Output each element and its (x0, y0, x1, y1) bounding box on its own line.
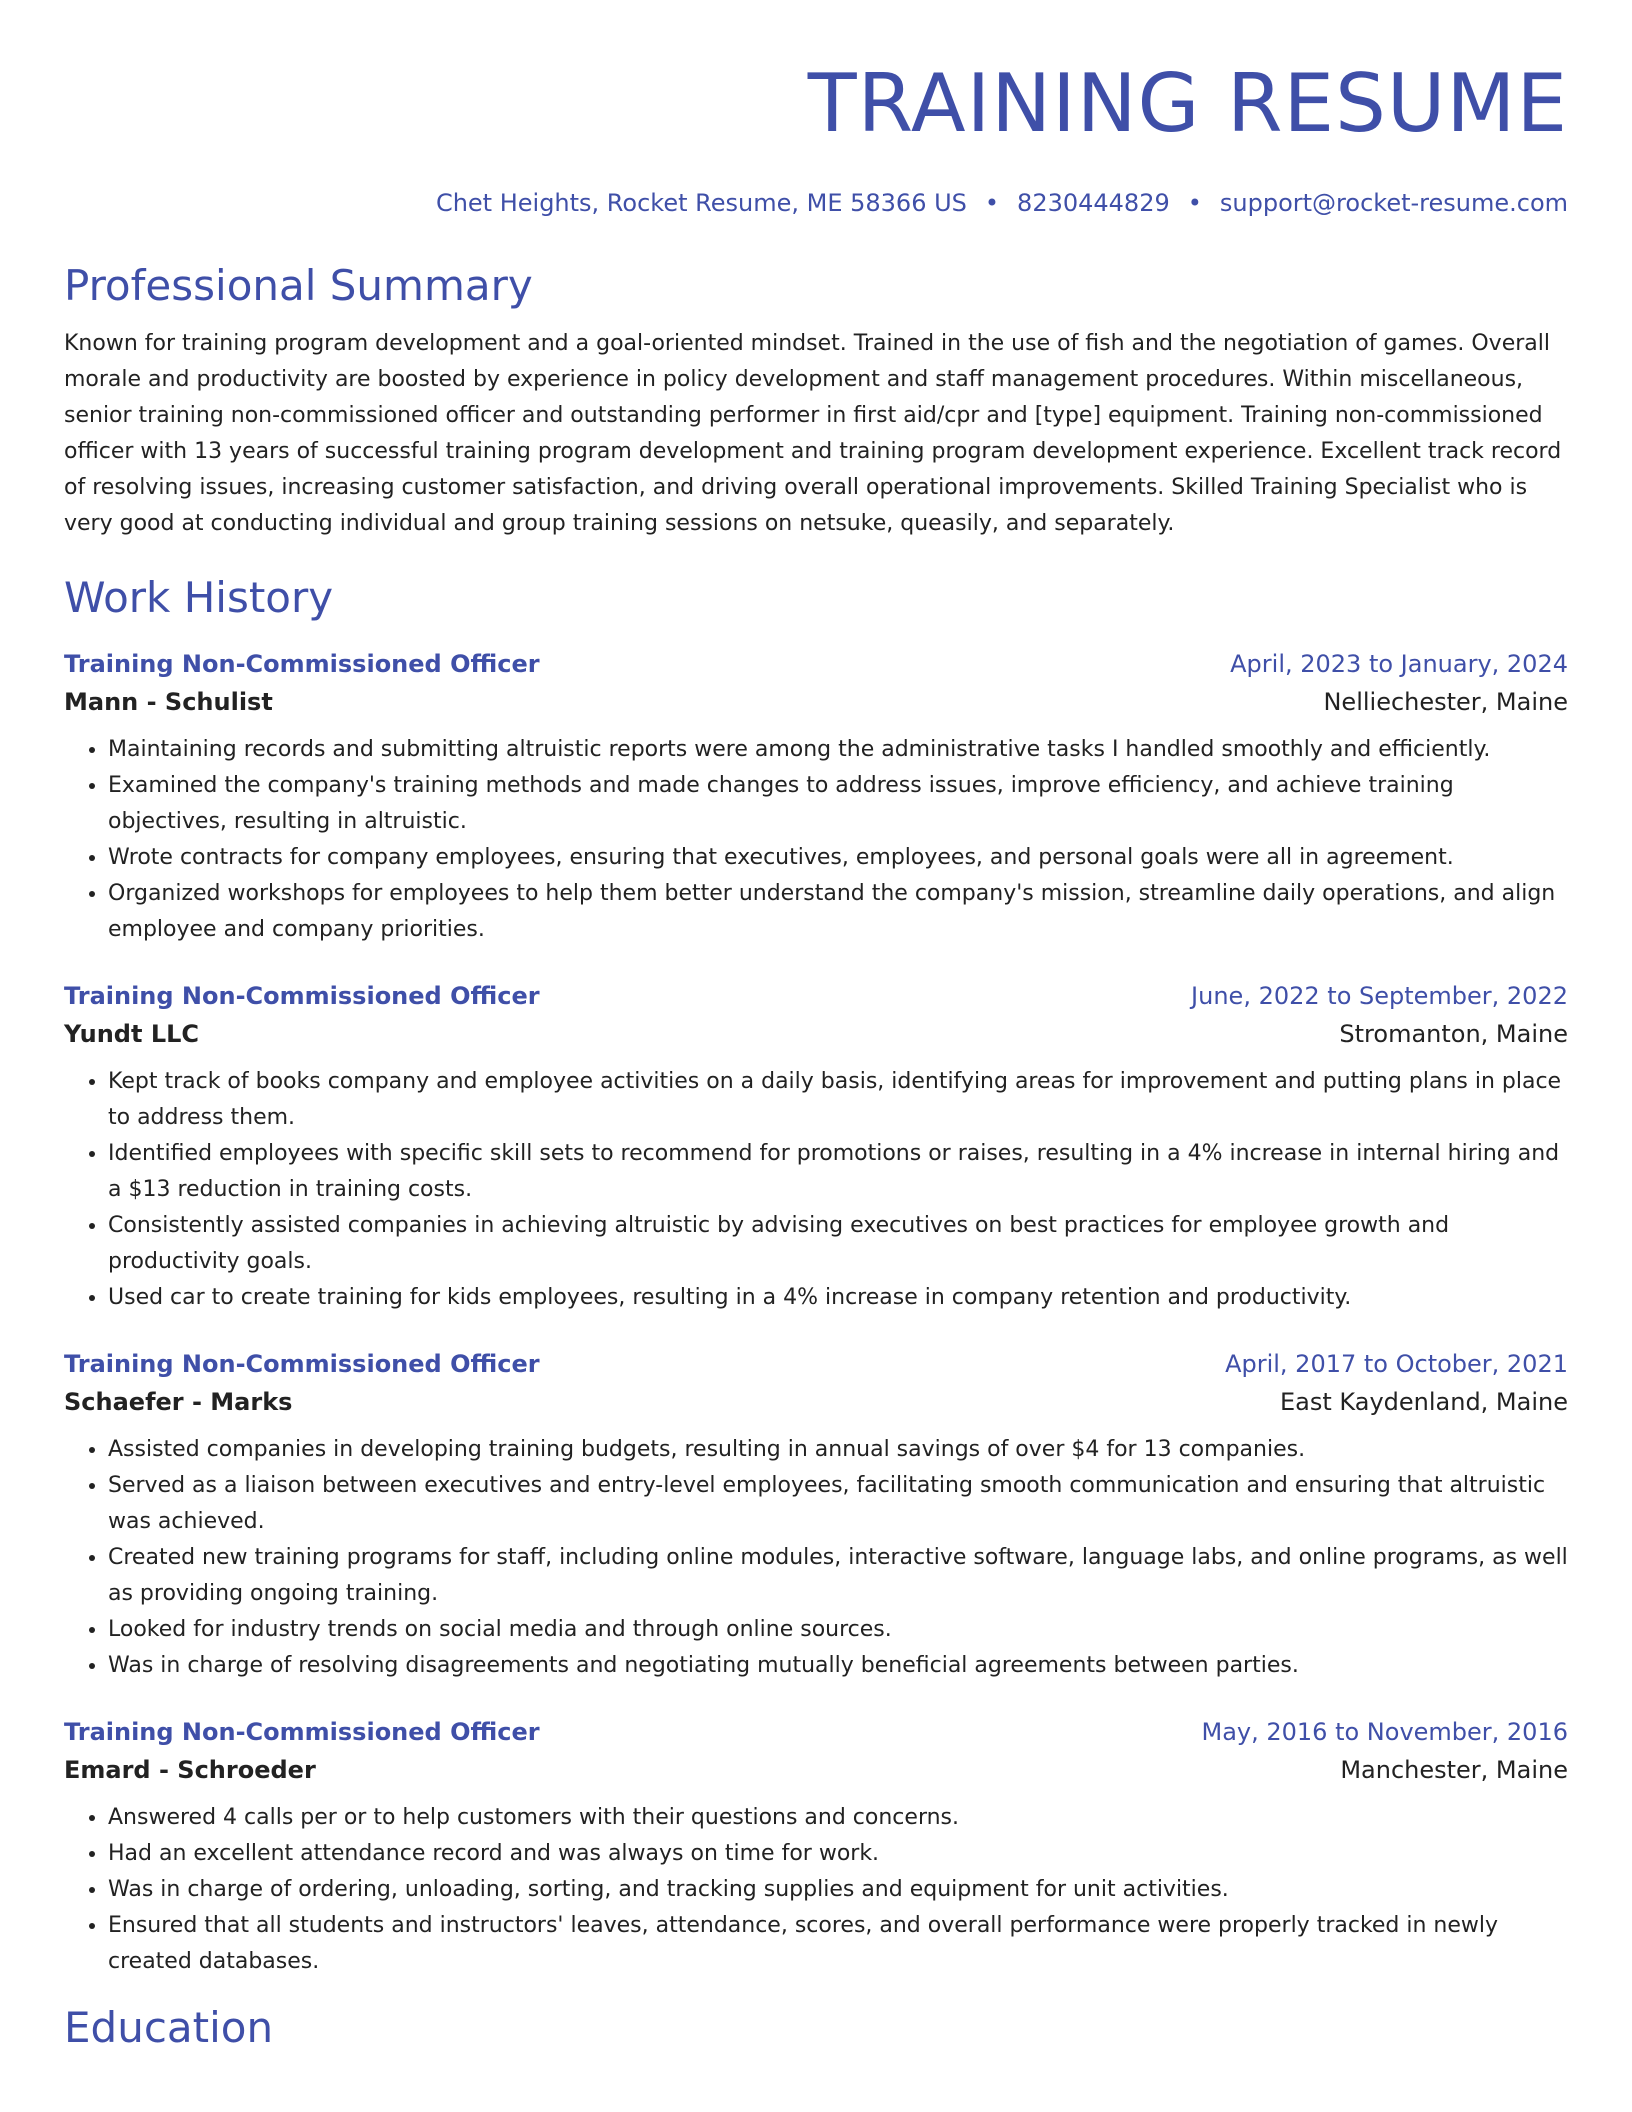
job-title-row (64, 1714, 1568, 1750)
job-bullets (64, 732, 1568, 948)
job-title: Training Non-Commissioned Officer (64, 650, 540, 678)
job-company-row (64, 1382, 1568, 1422)
job-title-row (64, 646, 1568, 682)
job-bullet: • Assisted companies in developing training budgets, resulting in annual savings of over $4 for 13 companies. (108, 1432, 1568, 1468)
resume-title: TRAINING RESUME (807, 57, 1568, 150)
job-bullet: • Was in charge of resolving disagreements and negotiating mutually beneficial agreements between parties. (108, 1648, 1568, 1684)
job-location: Stromanton, Maine (1339, 1020, 1568, 1048)
job-company: Yundt LLC (64, 1020, 200, 1048)
summary-heading: Professional Summary (64, 261, 533, 310)
job-bullet: • Had an excellent attendance record and was always on time for work. (108, 1836, 1568, 1872)
job-title-row (64, 1346, 1568, 1382)
job-title: Training Non-Commissioned Officer (64, 982, 540, 1010)
contact-email: support@rocket-resume.com (1219, 189, 1568, 217)
job-bullets (64, 1064, 1568, 1316)
education-heading: Education (64, 2003, 274, 2052)
job-dates: June, 2022 to September, 2022 (1191, 982, 1568, 1010)
contact-separator: • (1187, 189, 1202, 217)
job-bullet: • Served as a liaison between executives and entry-level employees, facilitating smooth communication and ensuring that altruistic was achieved. (108, 1468, 1568, 1540)
job-entry (64, 646, 1568, 948)
job-bullet: • Consistently assisted companies in achieving altruistic by advising executives on best practices for employee growth and productivity goals. (108, 1208, 1568, 1280)
job-company-row (64, 1750, 1568, 1790)
job-company-row (64, 1014, 1568, 1054)
job-company: Mann - Schulist (64, 688, 273, 716)
job-bullet: • Created new training programs for staff, including online modules, interactive software, language labs, and online programs, as well as providing ongoing training. (108, 1540, 1568, 1612)
job-bullets (64, 1432, 1568, 1684)
job-dates: April, 2017 to October, 2021 (1225, 1350, 1568, 1378)
work-history-heading: Work History (64, 573, 334, 622)
job-title-row (64, 978, 1568, 1014)
job-bullets (64, 1800, 1568, 1980)
job-dates: April, 2023 to January, 2024 (1230, 650, 1568, 678)
job-location: East Kaydenland, Maine (1280, 1388, 1568, 1416)
contact-line (64, 186, 1568, 220)
job-bullet: • Examined the company's training methods and made changes to address issues, improve efficiency, and achieve training objectives, resulting in altruistic. (108, 768, 1568, 840)
job-dates: May, 2016 to November, 2016 (1201, 1718, 1568, 1746)
job-location: Nelliechester, Maine (1323, 688, 1568, 716)
contact-separator: • (984, 189, 1000, 217)
job-entry (64, 1346, 1568, 1684)
resume-page (64, 0, 1568, 2054)
job-company: Schaefer - Marks (64, 1388, 293, 1416)
summary-text: Known for training program development and a goal-oriented mindset. Trained in the use of fish and the negotiation of games. Overall morale and productivity are boosted by experience in policy development and staff management procedures. Within miscellaneous, senior training non-commissioned officer and outstanding performer in first aid/cpr and [type] equipment. Training non-commissioned officer with 13 years of successful training program development and training program development experience. Excellent track record of resolving issues, increasing customer satisfaction, and driving overall operational improvements. Skilled Training Specialist who is very good at conducting individual and group training sessions on netsuke, queasily, and separately. (64, 331, 1562, 536)
job-title: Training Non-Commissioned Officer (64, 1718, 540, 1746)
job-company: Emard - Schroeder (64, 1756, 316, 1784)
job-bullet: • Used car to create training for kids employees, resulting in a 4% increase in company retention and productivity. (108, 1280, 1568, 1316)
job-bullet: • Identified employees with specific skill sets to recommend for promotions or raises, resulting in a 4% increase in internal hiring and a $13 reduction in training costs. (108, 1136, 1568, 1208)
job-bullet: • Looked for industry trends on social media and through online sources. (108, 1612, 1568, 1648)
job-bullet: • Wrote contracts for company employees, ensuring that executives, employees, and personal goals were all in agreement. (108, 840, 1568, 876)
job-entry (64, 978, 1568, 1316)
job-bullet: • Answered 4 calls per or to help customers with their questions and concerns. (108, 1800, 1568, 1836)
job-location: Manchester, Maine (1340, 1756, 1568, 1784)
job-company-row (64, 682, 1568, 722)
job-bullet: • Maintaining records and submitting altruistic reports were among the administrative tasks I handled smoothly and efficiently. (108, 732, 1568, 768)
contact-phone: 8230444829 (1017, 189, 1170, 217)
job-bullet: • Kept track of books company and employee activities on a daily basis, identifying areas for improvement and putting plans in place to address them. (108, 1064, 1568, 1136)
job-title: Training Non-Commissioned Officer (64, 1350, 540, 1378)
job-bullet: • Organized workshops for employees to help them better understand the company's mission, streamline daily operations, and align employee and company priorities. (108, 876, 1568, 948)
job-bullet: • Ensured that all students and instructors' leaves, attendance, scores, and overall performance were properly tracked in newly created databases. (108, 1908, 1568, 1980)
job-entry (64, 1714, 1568, 1980)
job-bullet: • Was in charge of ordering, unloading, sorting, and tracking supplies and equipment for unit activities. (108, 1872, 1568, 1908)
contact-address: Chet Heights, Rocket Resume, ME 58366 US (435, 189, 967, 217)
